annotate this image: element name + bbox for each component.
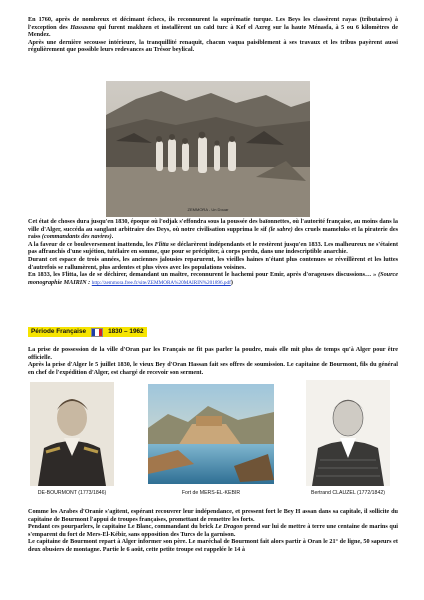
source-link[interactable]: http://zemmora.free.fr/site/ZEMMORA%20MAIRIN%201896.pdf xyxy=(91,279,231,286)
intro-p1-italic: Hassasna xyxy=(70,23,95,31)
source-close: ) xyxy=(230,278,233,286)
history-p1-italic-sabre: (le sabre) xyxy=(268,225,293,233)
history-p2-italic: Flitta xyxy=(154,240,169,248)
french-p1-text: La prise de possession de la ville d'Oran par les Français ne fit pas parler la poudre, mais elle mit plus de temps qu'à Alger pour être officielle. xyxy=(28,346,398,361)
intro-text xyxy=(28,16,398,54)
source-label: (Source monographie MAIRIN : xyxy=(28,271,399,286)
closing-p1-text: Comme les Arabes d'Oranie s'agitent, espérant recouvrer leur indépendance, et pressent fort le Bey H assan dans sa capitale, il sollicite du capitaine de Bourmont l'appui de troupes françaises, promettant de remettre les forts. xyxy=(28,508,398,523)
history-p1-italic-navires: (commandants des navires) xyxy=(41,233,112,241)
closing-text xyxy=(28,508,398,554)
history-p1-mid: des cruels mameluks et la piraterie des raiss xyxy=(28,225,399,241)
clauzel-caption: Bertrand CLAUZEL (1772/1842) xyxy=(311,490,385,496)
closing-p2-rest: prend sur lui de mettre à terre une centaine de marins qui s'emparent du fort de Mers-El-Kébir, sans opposition des Turcs de la garnison. xyxy=(28,523,398,538)
douar-photo-caption: ZEMMORA - Un Douar xyxy=(187,207,229,212)
french-flag-icon xyxy=(91,328,103,337)
fort-caption: Fort de MERS-EL-KEBIR xyxy=(181,490,241,496)
bourmont-caption: DE-BOURMONT (1773/1846) xyxy=(37,490,107,496)
intro-p1-text: En 1760, après de nombreux et décimant échecs, ils reconnurent la suprématie turque. Les Beys les classèrent rayas (tributaires) à l'exception des xyxy=(28,16,398,31)
history-p4-text: En 1833, les Flitta, las de se déchirer, demandant un maître, reconnurent le hachemi pour Emir, après d'orageuses discussions… » xyxy=(28,271,377,279)
history-p1-text: Cet état de choses dura jusqu'en 1830, époque où l'odjak s'effondra sous la poussée des baïonnettes, où l'autorité française, au moins dans la ville d'Alger, succéda au sanglant arbitraire des Deys, où notre civilisation supprima le sif xyxy=(28,218,398,233)
period-heading xyxy=(28,327,147,337)
intro-p2-text: Après une dernière secousse intérieure, la tranquillité renaquit, chacun vaqua paisiblement à ses travaux et les tribus payèrent aussi régulièrement que possible leurs redevances au Trésor beylical. xyxy=(28,38,398,54)
history-p3-text: Durant cet espace de trois années, les anciennes jalousies reparurent, les vieilles haines n'étant plus contenues se réveillèrent et les luttes d'autrefois se rallumèrent, plus ardentes et plus vives avec les populations voisines. xyxy=(28,255,398,271)
history-text: Cet état de choses dura jusqu'en 1830, époque où l'odjak s'effondra sous la poussée des baïonnettes, où l'autorité française, au moins dans la ville d'Alger, succéda au sanglant arbitraire des Deys, où notre civilisation supprima le sif (le sabre) des cruels mameluks et la piraterie des raiss (commandants des navires). A la faveur de ce bouleversement inattendu, les Flitta se déclarèrent indépendants et le restèrent jusqu'en 1833. Les malheureux ne s'étaient pas affranchis d'une sujétion, tutélaire en somme, que pour se précipiter, à corps perdu, dans une indescriptible anarchie. Durant cet espace de trois années, les anciennes jalousies reparurent, les vieilles haines n'étant plus contenues se réveillèrent et les luttes d'autrefois se rallumèrent, plus ardentes et plus vives avec les populations voisines. En 1833, les Flitta, las de se déchirer, demandant un maître, reconnurent le hachemi pour Emir, après d'orageuses discussions… » (Source monographie MAIRIN : http://zemmora.free.fr/site/ZEMMORA%20MAIRIN%201896.pdf) xyxy=(28,218,399,286)
french-p2-text: Après la prise d'Alger le 5 juillet 1830, le vieux Bey d'Oran Hassan fait ses offres de soumission. Le capitaine de Bourmont, fils du général en chef de l'expédition d'Alger, est chargé de recevoir son serment. xyxy=(28,361,398,376)
bourmont-portrait xyxy=(30,382,114,486)
closing-p3-text: Le capitaine de Bourmont repart à Alger informer son père. Le maréchal de Bourmont fait alors partir à Oran le 21° de ligne, 50 sapeurs et deux obusiers de montagne. Partie le 6 août, cette petite troupe est rappelée le 14 à xyxy=(28,538,398,553)
douar-photo xyxy=(106,81,310,217)
fort-painting xyxy=(148,384,274,484)
period-label: Période Française xyxy=(31,328,87,335)
french-text xyxy=(28,346,398,376)
closing-p2-text: Pendant ces pourparlers, le capitaine Le Blanc, commandant du brick xyxy=(28,523,214,531)
history-p2-text: A la faveur de ce bouleversement inattendu, les xyxy=(28,240,153,248)
history-p2-rest: se déclarèrent indépendants et le restèrent jusqu'en 1833. Les malheureux ne s'étaient pas affranchis d'une sujétion, tutélaire en somme, que pour se précipiter, à corps perdu, dans une indescriptible anarchie. xyxy=(28,240,399,256)
intro-p1-rest: qui furent makhzen et installèrent un caïd turc à Kef el Azreg sur la haute Ménasfa, à 5 ou 6 kilomètres de Mendez. xyxy=(28,23,398,39)
closing-p2-italic: Le Dragon xyxy=(215,523,243,531)
period-years: 1830 – 1962 xyxy=(108,328,144,335)
clauzel-portrait xyxy=(306,380,390,486)
